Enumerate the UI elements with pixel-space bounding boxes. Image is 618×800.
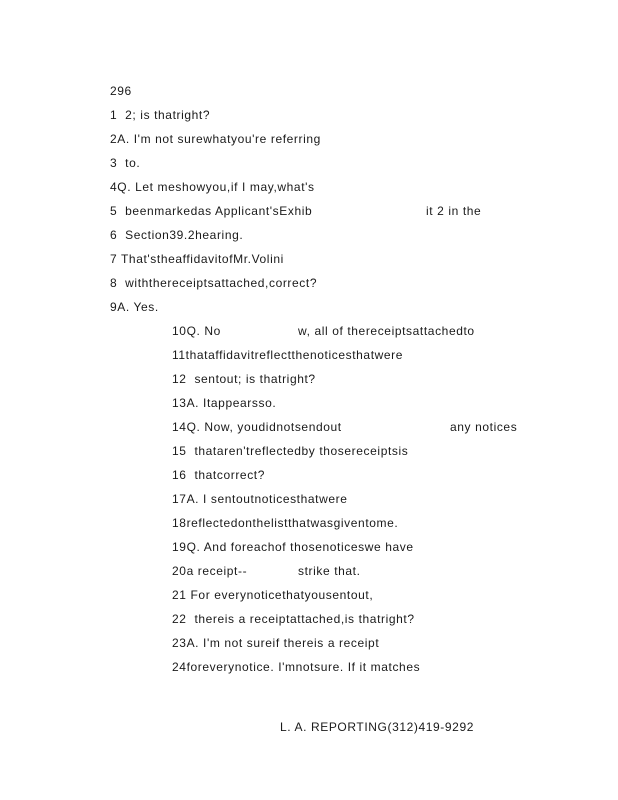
line-text: sentout; is thatright?	[194, 372, 316, 386]
line-text: A. Yes.	[117, 300, 159, 314]
line-number: 24	[172, 660, 187, 674]
line-number: 11	[172, 348, 186, 362]
transcript-line-18	[172, 516, 398, 530]
line-number: 21	[172, 588, 187, 602]
line-text: A. I sentoutnoticesthatwere	[186, 492, 348, 506]
reporter-footer: L. A. REPORTING(312)419-9292	[280, 720, 474, 734]
line-text: to.	[125, 156, 141, 170]
transcript-line-22	[172, 612, 415, 626]
line-text: A. I'm not sureif thereis a receipt	[186, 636, 380, 650]
transcript-line-5	[110, 204, 312, 218]
line-number: 9	[110, 300, 118, 314]
transcript-line-24	[172, 660, 420, 674]
transcript-line-20	[172, 564, 247, 578]
transcript-line-23	[172, 636, 379, 650]
line-number: 22	[172, 612, 187, 626]
transcript-line-7	[110, 252, 284, 266]
line-number: 10	[172, 324, 187, 338]
line-number: 17	[172, 492, 187, 506]
transcript-line-11	[172, 348, 403, 362]
transcript-line-17	[172, 492, 348, 506]
line-number: 3	[110, 156, 118, 170]
line-number: 6	[110, 228, 118, 242]
line-number: 13	[172, 396, 187, 410]
transcript-line-6	[110, 228, 243, 242]
transcript-line-14-tail: any notices	[450, 420, 518, 434]
line-text: a receipt--	[186, 564, 248, 578]
line-number: 8	[110, 276, 118, 290]
transcript-line-10	[172, 324, 221, 338]
line-text: 2; is thatright?	[125, 108, 211, 122]
transcript-line-2	[110, 132, 321, 146]
line-text: A. Itappearsso.	[186, 396, 277, 410]
line-text: Q. Now, youdidnotsendout	[186, 420, 342, 434]
line-text: That'stheaffidavitofMr.Volini	[121, 252, 284, 266]
line-text: Q. Let meshowyou,if I may,what's	[117, 180, 315, 194]
transcript-line-14	[172, 420, 342, 434]
transcript-line-8	[110, 276, 317, 290]
transcript-line-16	[172, 468, 265, 482]
line-number: 14	[172, 420, 187, 434]
line-number: 19	[172, 540, 187, 554]
line-text: thatcorrect?	[194, 468, 266, 482]
line-text: Q. No	[186, 324, 221, 338]
line-number: 15	[172, 444, 187, 458]
line-text: thereis a receiptattached,is thatright?	[194, 612, 415, 626]
transcript-line-1	[110, 108, 210, 122]
line-text: withthereceiptsattached,correct?	[125, 276, 318, 290]
line-number: 4	[110, 180, 118, 194]
line-text: foreverynotice. I'mnotsure. If it matches	[186, 660, 421, 674]
transcript-line-21	[172, 588, 373, 602]
transcript-line-10-tail: w, all of thereceiptsattachedto	[298, 324, 475, 338]
transcript-line-5-tail: it 2 in the	[426, 204, 482, 218]
transcript-line-3	[110, 156, 140, 170]
line-number: 1	[110, 108, 118, 122]
transcript-line-4	[110, 180, 315, 194]
line-text: Q. And foreachof thosenoticeswe have	[186, 540, 414, 554]
line-number: 23	[172, 636, 187, 650]
line-number: 2	[110, 132, 118, 146]
line-text: beenmarkedas Applicant'sExhib	[125, 204, 313, 218]
transcript-line-13	[172, 396, 276, 410]
transcript-line-12	[172, 372, 316, 386]
line-number: 7	[110, 252, 118, 266]
line-text: Section39.2hearing.	[125, 228, 244, 242]
transcript-line-19	[172, 540, 414, 554]
line-number: 12	[172, 372, 187, 386]
line-number: 5	[110, 204, 118, 218]
transcript-line-15	[172, 444, 408, 458]
line-text: A. I'm not surewhatyou're referring	[117, 132, 321, 146]
transcript-line-9	[110, 300, 159, 314]
page-number: 296	[110, 84, 132, 98]
line-text: For everynoticethatyousentout,	[190, 588, 374, 602]
line-number: 16	[172, 468, 187, 482]
line-number: 20	[172, 564, 187, 578]
line-number: 18	[172, 516, 187, 530]
transcript-line-20-tail: strike that.	[298, 564, 361, 578]
line-text: thataffidavitreflectthenoticesthatwere	[185, 348, 404, 362]
line-text: thataren'treflectedby thosereceiptsis	[194, 444, 409, 458]
line-text: reflectedonthelistthatwasgiventome.	[186, 516, 399, 530]
